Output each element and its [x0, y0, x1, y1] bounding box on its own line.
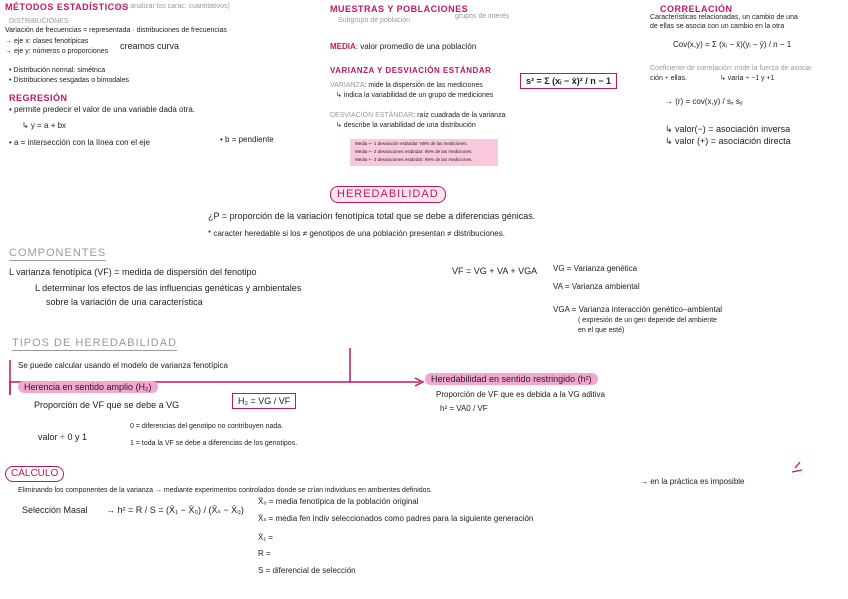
estricto-formula: h² = VA0 / VF [440, 404, 488, 413]
varianza-line [330, 82, 483, 90]
vg-definition: VG = Varianza genética [553, 264, 638, 273]
seleccion-formula: → h² = R / S = (X̄₁ − X̄₀) / (X̄ₛ − X̄₀) [106, 505, 244, 515]
componentes-line2: L determinar los efectos de las influencias genéticas y ambientales [35, 283, 302, 293]
cov-formula: Cov(x,y) = Σ (xᵢ − x̄)(yᵢ − ȳ) / n − 1 [673, 40, 792, 49]
coef-line3: ↳ varía ÷ −1 y +1 [720, 75, 775, 82]
pct-2: Media +- 2 desviaciones estándar: 95% de las mediciones. [355, 149, 473, 154]
componentes-line1: L varianza fenotípica (VF) = medida de dispersión del fenotipo [9, 267, 257, 277]
heredabilidad-title: HEREDABILIDAD [330, 186, 446, 203]
valor-negativo: ↳ valor(−) = asociación inversa [665, 124, 791, 134]
va-definition: VA = Varianza ambiental [553, 282, 640, 291]
heredabilidad-def1: ¿P = proporción de la variación fenotípica total que se debe a diferencias génicas. [208, 211, 536, 221]
xs-definition: X̄ₛ = media fen indiv seleccionados como padres para la siguiente generación [258, 514, 534, 523]
correlacion-line1: Características relacionadas, un cambio de una [650, 14, 798, 21]
valor-uno: 1 = toda la VF se debe a diferencias de los genotipos. [130, 440, 298, 447]
b-definition: • b = pendiente [220, 135, 274, 144]
r-definition: R = [258, 549, 271, 558]
tipos-title: TIPOS DE HEREDABILIDAD [12, 337, 178, 349]
eje-x-line: → eje x: clases fenotípicas [5, 38, 89, 45]
brace-note: creamos curva [120, 41, 180, 51]
valor-positivo: ↳ valor (+) = asociación directa [665, 136, 791, 146]
desviacion-text2: ↳ describe la variabilidad de una distribución [336, 122, 476, 129]
correlacion-line2: de ellas se asocia con un cambio en la otra [650, 23, 785, 30]
desviacion-line [330, 112, 505, 120]
muestras-title: MUESTRAS Y POBLACIONES [330, 4, 469, 14]
calculo-title: CÁLCULO [5, 466, 64, 482]
regresion-line1: • permite predecir el valor de una variable dada otra. [9, 105, 196, 114]
variacion-line: Variación de frecuencias = representada · distribuciones de frecuencias [5, 27, 227, 34]
muestras-sub2: grupos de interés [455, 13, 510, 20]
varianza-formula-box: s² = Σ (xᵢ − x̄)² / n − 1 [520, 73, 617, 89]
calculo-line1: Eliminando los componentes de la varianza → mediante experimentos controlados donde se crían individuos en ambientes definidos. [18, 487, 433, 494]
vf-formula: VF = VG + VA + VGA [452, 266, 538, 276]
regresion-title: REGRESIÓN [9, 93, 68, 103]
heredabilidad-def2: * caracter heredable si los ≠ genotipos de una población presentan ≠ distribuciones. [208, 229, 505, 238]
correlacion-title: CORRELACIÓN [660, 4, 733, 14]
amplio-definition: Proporción de VF que se debe a VG [34, 400, 180, 410]
bullet-sesgadas: • Distribuciones sesgadas o bimodales [9, 77, 129, 84]
x0-definition: X̄₀ = media fenotípica de la población original [258, 497, 419, 506]
vga-definition: VGA = Varianza interacción genético–ambiental [553, 305, 723, 314]
regresion-formula: ↳ y = a + bx [22, 121, 67, 130]
estricto-definition: Proporción de VF que es debida a la VG aditiva [436, 390, 605, 399]
componentes-line3: sobre la variación de una característica [46, 297, 203, 307]
media-line [330, 42, 476, 51]
pct-1: Media +- 1 desviación estándar: 68% de las mediciones. [355, 141, 468, 146]
metodos-subtitle: (para analizar los carac. cuantitativos) [112, 3, 230, 10]
varianza-title: VARIANZA Y DESVIACIÓN ESTÁNDAR [330, 66, 492, 75]
s-definition: S = diferencial de selección [258, 566, 356, 575]
desviacion-text: : raíz cuadrada de la varianza [413, 112, 506, 119]
coef-line2: ción ÷ ellas. [650, 75, 687, 82]
pct-3: Media +- 3 desviaciones estándar: 99% de las mediciones. [355, 157, 473, 162]
muestras-sub1: Subgrupo de población [338, 17, 411, 24]
valor-range: valor ÷ 0 y 1 [38, 432, 87, 442]
media-text: : valor promedio de una población [355, 42, 477, 51]
varianza-label: VARIANZA [330, 82, 365, 89]
varianza-text: : mide la dispersión de las mediciones [364, 82, 483, 89]
amplio-formula-box: H₂ = VG / VF [232, 393, 296, 409]
heredabilidad-estricto: Heredabilidad en sentido restringido (h²) [425, 373, 598, 385]
seleccion-masal: Selección Masal [22, 505, 88, 515]
componentes-title: COMPONENTES [9, 247, 107, 259]
vga-note2: en el que esté) [578, 327, 625, 334]
x1-definition: X̄₁ = [258, 533, 273, 542]
media-label: MEDIA [330, 42, 356, 51]
coef-line1: Coeficiente de correlación: mide la fuerza de asocia- [650, 65, 814, 72]
calculo-practica: → en la práctica es imposible [640, 477, 745, 486]
eje-y-line: → eje y: números o proporciones [5, 48, 109, 55]
distribuciones-heading: DISTRIBUCIONES [9, 18, 69, 25]
a-definition: • a = intersección con la línea con el eje [9, 138, 150, 147]
metodos-title: MÉTODOS ESTADÍSTICOS [5, 2, 129, 12]
varianza-text2: ↳ indica la variabilidad de un grupo de mediciones [336, 92, 494, 99]
tipos-line1: Se puede calcular usando el modelo de varianza fenotípica [18, 361, 228, 370]
bullet-normal: • Distribución normal: simétrica [9, 67, 106, 74]
vga-note1: ( expresión de un gen depende del ambiente [578, 317, 717, 324]
desviacion-label: DESVIACIÓN ESTÁNDAR [330, 112, 414, 119]
valor-cero: 0 = diferencias del genotipo no contribuyen nada. [130, 423, 284, 430]
herencia-amplio: Herencia en sentido amplio (H₂) [18, 381, 158, 393]
r-formula: → (r) = cov(x,y) / sₓ sᵧ [665, 97, 743, 106]
